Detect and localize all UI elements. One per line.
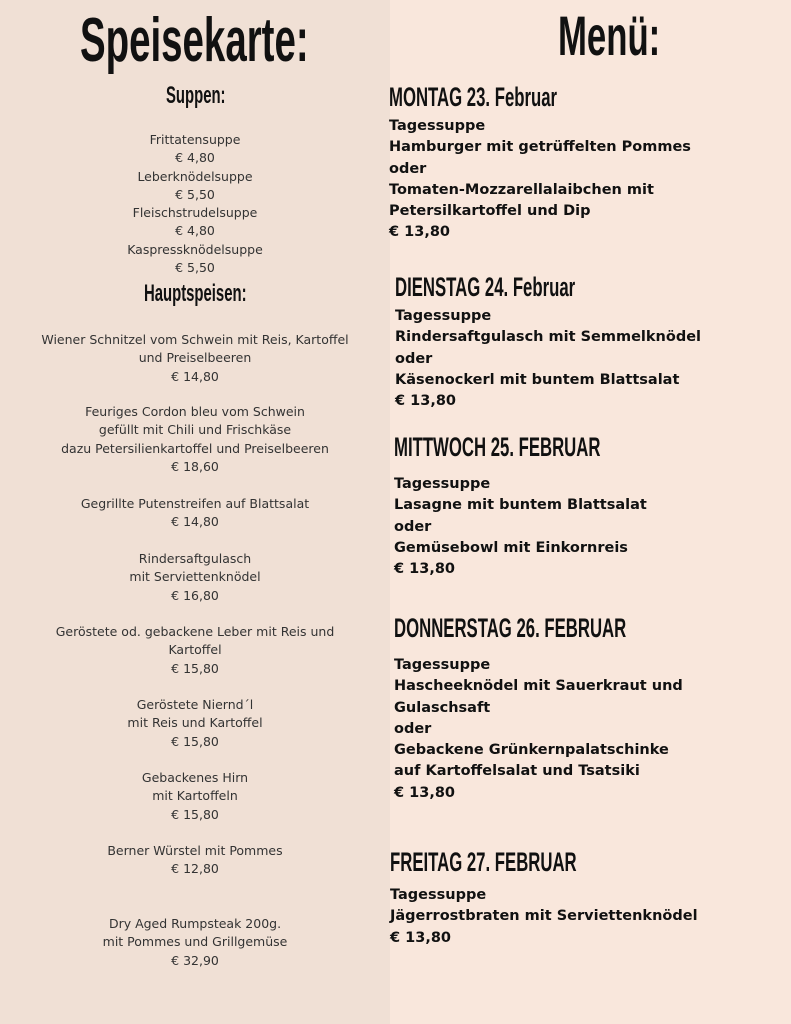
day-heading-friday: FREITAG 27. FEBRUAR <box>390 847 577 877</box>
dish-line: mit Reis und Kartoffel <box>127 715 263 731</box>
dish-line: Gebackenes Hirn <box>141 770 249 785</box>
menu-price: € 13,80 <box>395 393 457 410</box>
dish-item <box>0 769 390 824</box>
dish-line: gefüllt mit Chili und Frischkäse <box>98 422 292 438</box>
dish-line: Gegrillte Putenstreifen auf Blattsalat <box>80 496 310 511</box>
menu-price: € 13,80 <box>389 224 451 241</box>
menu-price: € 13,80 <box>394 561 456 578</box>
dish-price: € 12,80 <box>171 861 219 877</box>
day-heading-thursday: DONNERSTAG 26. FEBRUAR <box>394 613 627 643</box>
day-heading-wednesday: MITTWOCH 25. FEBRUAR <box>394 432 601 462</box>
menu-price: € 13,80 <box>390 929 452 946</box>
day-menu-monday <box>389 116 691 244</box>
speisekarte-title: Speisekarte: <box>80 6 309 75</box>
menu-line: Gemüsebowl mit Einkornreis <box>394 539 628 556</box>
dish-line: Geröstete od. gebackene Leber mit Reis und <box>55 624 335 639</box>
dish-line: mit Kartoffeln <box>152 788 238 804</box>
dish-line: Kartoffel <box>168 642 222 658</box>
soup-name: Frittatensuppe <box>149 132 241 147</box>
soup-price: € 4,80 <box>175 223 215 239</box>
dish-line: mit Serviettenknödel <box>129 569 261 585</box>
soup-name: Kaspressknödelsuppe <box>127 241 263 257</box>
menu-line: Hascheeknödel mit Sauerkraut und <box>394 678 683 695</box>
speisekarte-column <box>0 0 390 1024</box>
dish-line: und Preiselbeeren <box>138 350 252 366</box>
dish-item <box>0 842 390 879</box>
dish-price: € 15,80 <box>171 733 219 749</box>
day-heading-monday: MONTAG 23. Februar <box>389 82 558 112</box>
menu-line: Gulaschsaft <box>394 699 491 716</box>
menu-line: Lasagne mit buntem Blattsalat <box>394 497 647 514</box>
menu-line: Tomaten-Mozzarellalaibchen mit <box>389 181 654 198</box>
soup-price: € 5,50 <box>175 260 215 276</box>
soup-price: € 4,80 <box>175 150 215 166</box>
menu-line: Rindersaftgulasch mit Semmelknödel <box>395 329 702 346</box>
dish-price: € 18,60 <box>171 458 219 474</box>
dish-line: dazu Petersilienkartoffel und Preiselbeeren <box>61 440 329 456</box>
soup-name: Leberknödelsuppe <box>137 168 253 184</box>
menu-line: Tagessuppe <box>394 657 491 673</box>
menu-line: Tagessuppe <box>389 118 486 134</box>
soup-name: Fleischstrudelsuppe <box>132 205 258 221</box>
menu-line: Petersilkartoffel und Dip <box>389 203 591 220</box>
menu-line: Tagessuppe <box>395 308 492 324</box>
dish-price: € 14,80 <box>171 368 219 384</box>
menu-price: € 13,80 <box>394 784 456 801</box>
menu-line: oder <box>389 160 427 177</box>
dish-price: € 32,90 <box>171 952 219 968</box>
dish-line: Feuriges Cordon bleu vom Schwein <box>85 404 305 419</box>
menu-line: Hamburger mit getrüffelten Pommes <box>389 139 691 156</box>
dish-item <box>0 331 390 386</box>
menu-line: Gebackene Grünkernpalatschinke <box>394 742 669 759</box>
menu-line: oder <box>395 350 433 367</box>
dish-line: Dry Aged Rumpsteak 200g. <box>108 916 282 931</box>
dish-price: € 15,80 <box>171 806 219 822</box>
menu-line: Jägerrostbraten mit Serviettenknödel <box>390 908 698 925</box>
menu-line: Tagessuppe <box>394 476 491 492</box>
dish-price: € 16,80 <box>171 587 219 603</box>
dish-line: mit Pommes und Grillgemüse <box>102 934 288 950</box>
soup-price: € 5,50 <box>175 186 215 202</box>
hauptspeisen-title: Hauptspeisen: <box>144 280 247 307</box>
day-menu-friday <box>390 885 698 949</box>
menu-line: Tagessuppe <box>390 887 487 903</box>
menue-title: Menü: <box>558 4 661 67</box>
dish-line: Wiener Schnitzel vom Schwein mit Reis, Kartoffel <box>41 332 349 347</box>
dish-item <box>0 623 390 678</box>
day-heading-tuesday: DIENSTAG 24. Februar <box>395 272 576 302</box>
dish-line: Geröstete Niernd´l <box>136 697 254 712</box>
dish-line: Berner Würstel mit Pommes <box>107 843 283 858</box>
dish-price: € 14,80 <box>171 514 219 530</box>
suppen-title: Suppen: <box>166 82 226 109</box>
dish-item <box>0 915 390 970</box>
day-menu-wednesday <box>394 474 647 580</box>
suppen-list <box>0 131 390 277</box>
dish-price: € 15,80 <box>171 660 219 676</box>
menu-line: oder <box>394 720 432 737</box>
menu-line: oder <box>394 518 432 535</box>
menu-line: Käsenockerl mit buntem Blattsalat <box>395 371 680 388</box>
dish-item <box>0 696 390 751</box>
day-menu-thursday <box>394 655 683 804</box>
day-menu-tuesday <box>395 306 701 412</box>
dish-item <box>0 495 390 532</box>
dish-item <box>0 403 390 476</box>
menu-line: auf Kartoffelsalat und Tsatsiki <box>394 763 640 780</box>
dish-item <box>0 550 390 605</box>
dish-line: Rindersaftgulasch <box>138 551 252 566</box>
